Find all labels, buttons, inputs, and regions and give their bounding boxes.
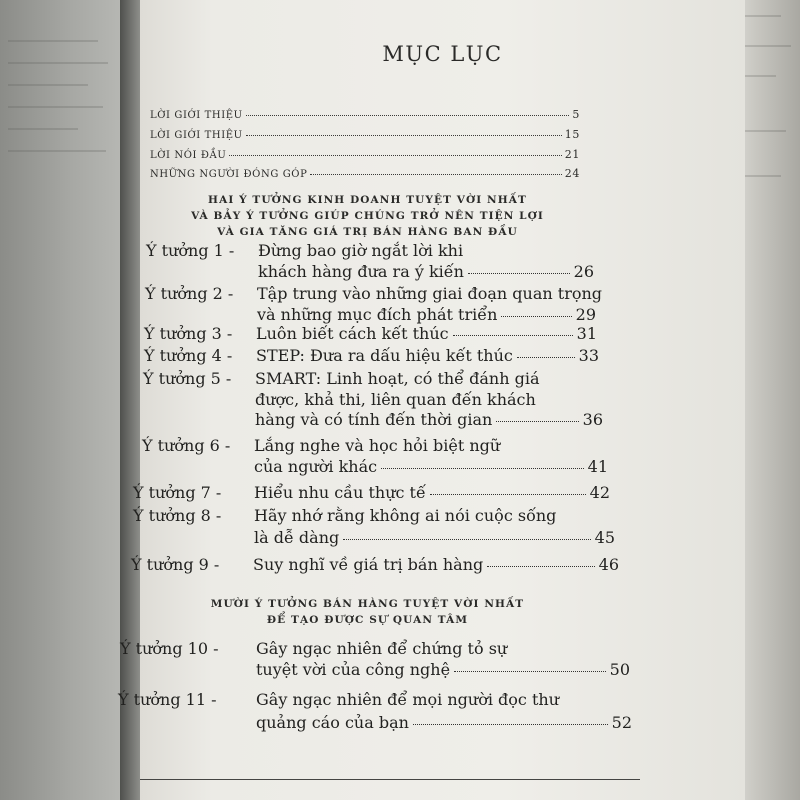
dot-leader [496, 421, 578, 422]
idea-title-line: SMART: Linh hoạt, có thể đánh giá [255, 369, 540, 388]
idea-title-line: Lắng nghe và học hỏi biệt ngữ [254, 436, 501, 455]
front-matter-label: LỜI GIỚI THIỆU [150, 130, 243, 141]
front-matter-row [150, 108, 580, 121]
idea-title-line: Hiểu nhu cầu thực tế [254, 483, 426, 502]
idea-title-line: của người khác [254, 457, 378, 476]
idea-label: Ý tưởng 7 - [133, 483, 222, 502]
dot-leader [381, 468, 584, 469]
idea-title-line: Suy nghĩ về giá trị bán hàng [253, 555, 484, 574]
idea-entry-row [257, 305, 596, 324]
dot-leader [229, 155, 561, 156]
idea-entry-row [256, 660, 630, 679]
part-heading-line: HAI Ý TƯỞNG KINH DOANH TUYỆT VỜI NHẤT [208, 194, 527, 206]
idea-title-line: Tập trung vào những giai đoạn quan trọng [257, 284, 603, 303]
part-heading-line: ĐỂ TẠO ĐƯỢC SỰ QUAN TÂM [266, 614, 469, 626]
dot-leader [430, 494, 586, 495]
idea-title-line: hàng và có tính đến thời gian [255, 410, 493, 429]
front-matter-row [150, 167, 580, 180]
idea-entry-row [256, 324, 597, 343]
page-number: 41 [587, 457, 608, 476]
idea-label: Ý tưởng 8 - [133, 506, 222, 525]
dot-leader [310, 174, 561, 175]
part-heading-line: MƯỜI Ý TƯỞNG BÁN HÀNG TUYỆT VỜI NHẤT [210, 598, 525, 610]
idea-entry-row [255, 410, 603, 429]
dot-leader [246, 115, 570, 116]
front-matter-label: LỜI NÓI ĐẦU [150, 150, 227, 161]
toc-page [118, 0, 745, 800]
front-matter-label: NHỮNG NGƯỜI ĐÓNG GÓP [150, 169, 308, 180]
idea-label: Ý tưởng 10 - [120, 639, 219, 658]
idea-title-line: STEP: Đưa ra dấu hiệu kết thúc [256, 346, 513, 365]
page-number: 52 [611, 713, 632, 732]
part-heading-line: VÀ GIA TĂNG GIÁ TRỊ BÁN HÀNG BAN ĐẦU [217, 226, 518, 238]
idea-entry-row [254, 483, 610, 502]
idea-entry-row [256, 713, 632, 732]
page-number: 50 [609, 660, 630, 679]
page-number: 42 [589, 483, 610, 502]
part-heading-line: VÀ BẢY Ý TƯỞNG GIÚP CHÚNG TRỞ NÊN TIỆN LỢI [191, 210, 544, 222]
page-number: 29 [575, 305, 596, 324]
dot-leader [454, 671, 606, 672]
page-number: 31 [576, 324, 597, 343]
front-matter-row [150, 148, 580, 161]
idea-label: Ý tưởng 1 - [146, 241, 235, 260]
page-number: 45 [594, 528, 615, 547]
page-number: 21 [564, 148, 580, 161]
idea-title-line: Gây ngạc nhiên để chứng tỏ sự [256, 639, 508, 658]
idea-label: Ý tưởng 5 - [143, 369, 232, 388]
left-page-text-shadow [0, 0, 130, 800]
idea-entry-row [254, 457, 608, 476]
part-2-heading [140, 596, 595, 628]
idea-title-line: Hãy nhớ rằng không ai nói cuộc sống [254, 506, 557, 525]
idea-title-line: quảng cáo của bạn [256, 713, 409, 732]
page-title: MỤC LỤC [382, 42, 503, 66]
dot-leader [517, 357, 575, 358]
part-1-heading [140, 192, 595, 240]
page-number: 46 [598, 555, 619, 574]
idea-title-line: Đừng bao giờ ngắt lời khi [258, 241, 464, 260]
idea-entry-row [256, 346, 599, 365]
idea-title-line: Luôn biết cách kết thúc [256, 324, 449, 343]
page-number: 26 [573, 262, 594, 281]
idea-title-line: và những mục đích phát triển [257, 305, 498, 324]
idea-title-line: là dễ dàng [254, 528, 340, 547]
dot-leader [487, 566, 594, 567]
idea-entry-row [254, 528, 615, 547]
idea-label: Ý tưởng 9 - [131, 555, 220, 574]
page-number: 24 [564, 167, 580, 180]
idea-label: Ý tưởng 3 - [144, 324, 233, 343]
idea-title-line: tuyệt vời của công nghệ [256, 660, 451, 679]
idea-title-line: được, khả thi, liên quan đến khách [255, 390, 536, 409]
dot-leader [413, 724, 608, 725]
idea-label: Ý tưởng 4 - [144, 346, 233, 365]
page-number: 36 [582, 410, 603, 429]
idea-title-line: Gây ngạc nhiên để mọi người đọc thư [256, 690, 559, 709]
bottom-rule [140, 779, 640, 780]
idea-entry-row [258, 262, 594, 281]
front-matter-label: LỜI GIỚI THIỆU [150, 110, 243, 121]
dot-leader [468, 273, 570, 274]
dot-leader [501, 316, 571, 317]
idea-label: Ý tưởng 6 - [142, 436, 231, 455]
dot-leader [246, 135, 562, 136]
dot-leader [343, 539, 590, 540]
page-number: 33 [578, 346, 599, 365]
idea-label: Ý tưởng 2 - [145, 284, 234, 303]
idea-title-line: khách hàng đưa ra ý kiến [258, 262, 464, 281]
idea-entry-row [253, 555, 619, 574]
idea-label: Ý tưởng 11 - [118, 690, 217, 709]
page-number: 15 [564, 128, 580, 141]
page-number: 5 [572, 108, 580, 121]
dot-leader [453, 335, 573, 336]
front-matter-row [150, 128, 580, 141]
